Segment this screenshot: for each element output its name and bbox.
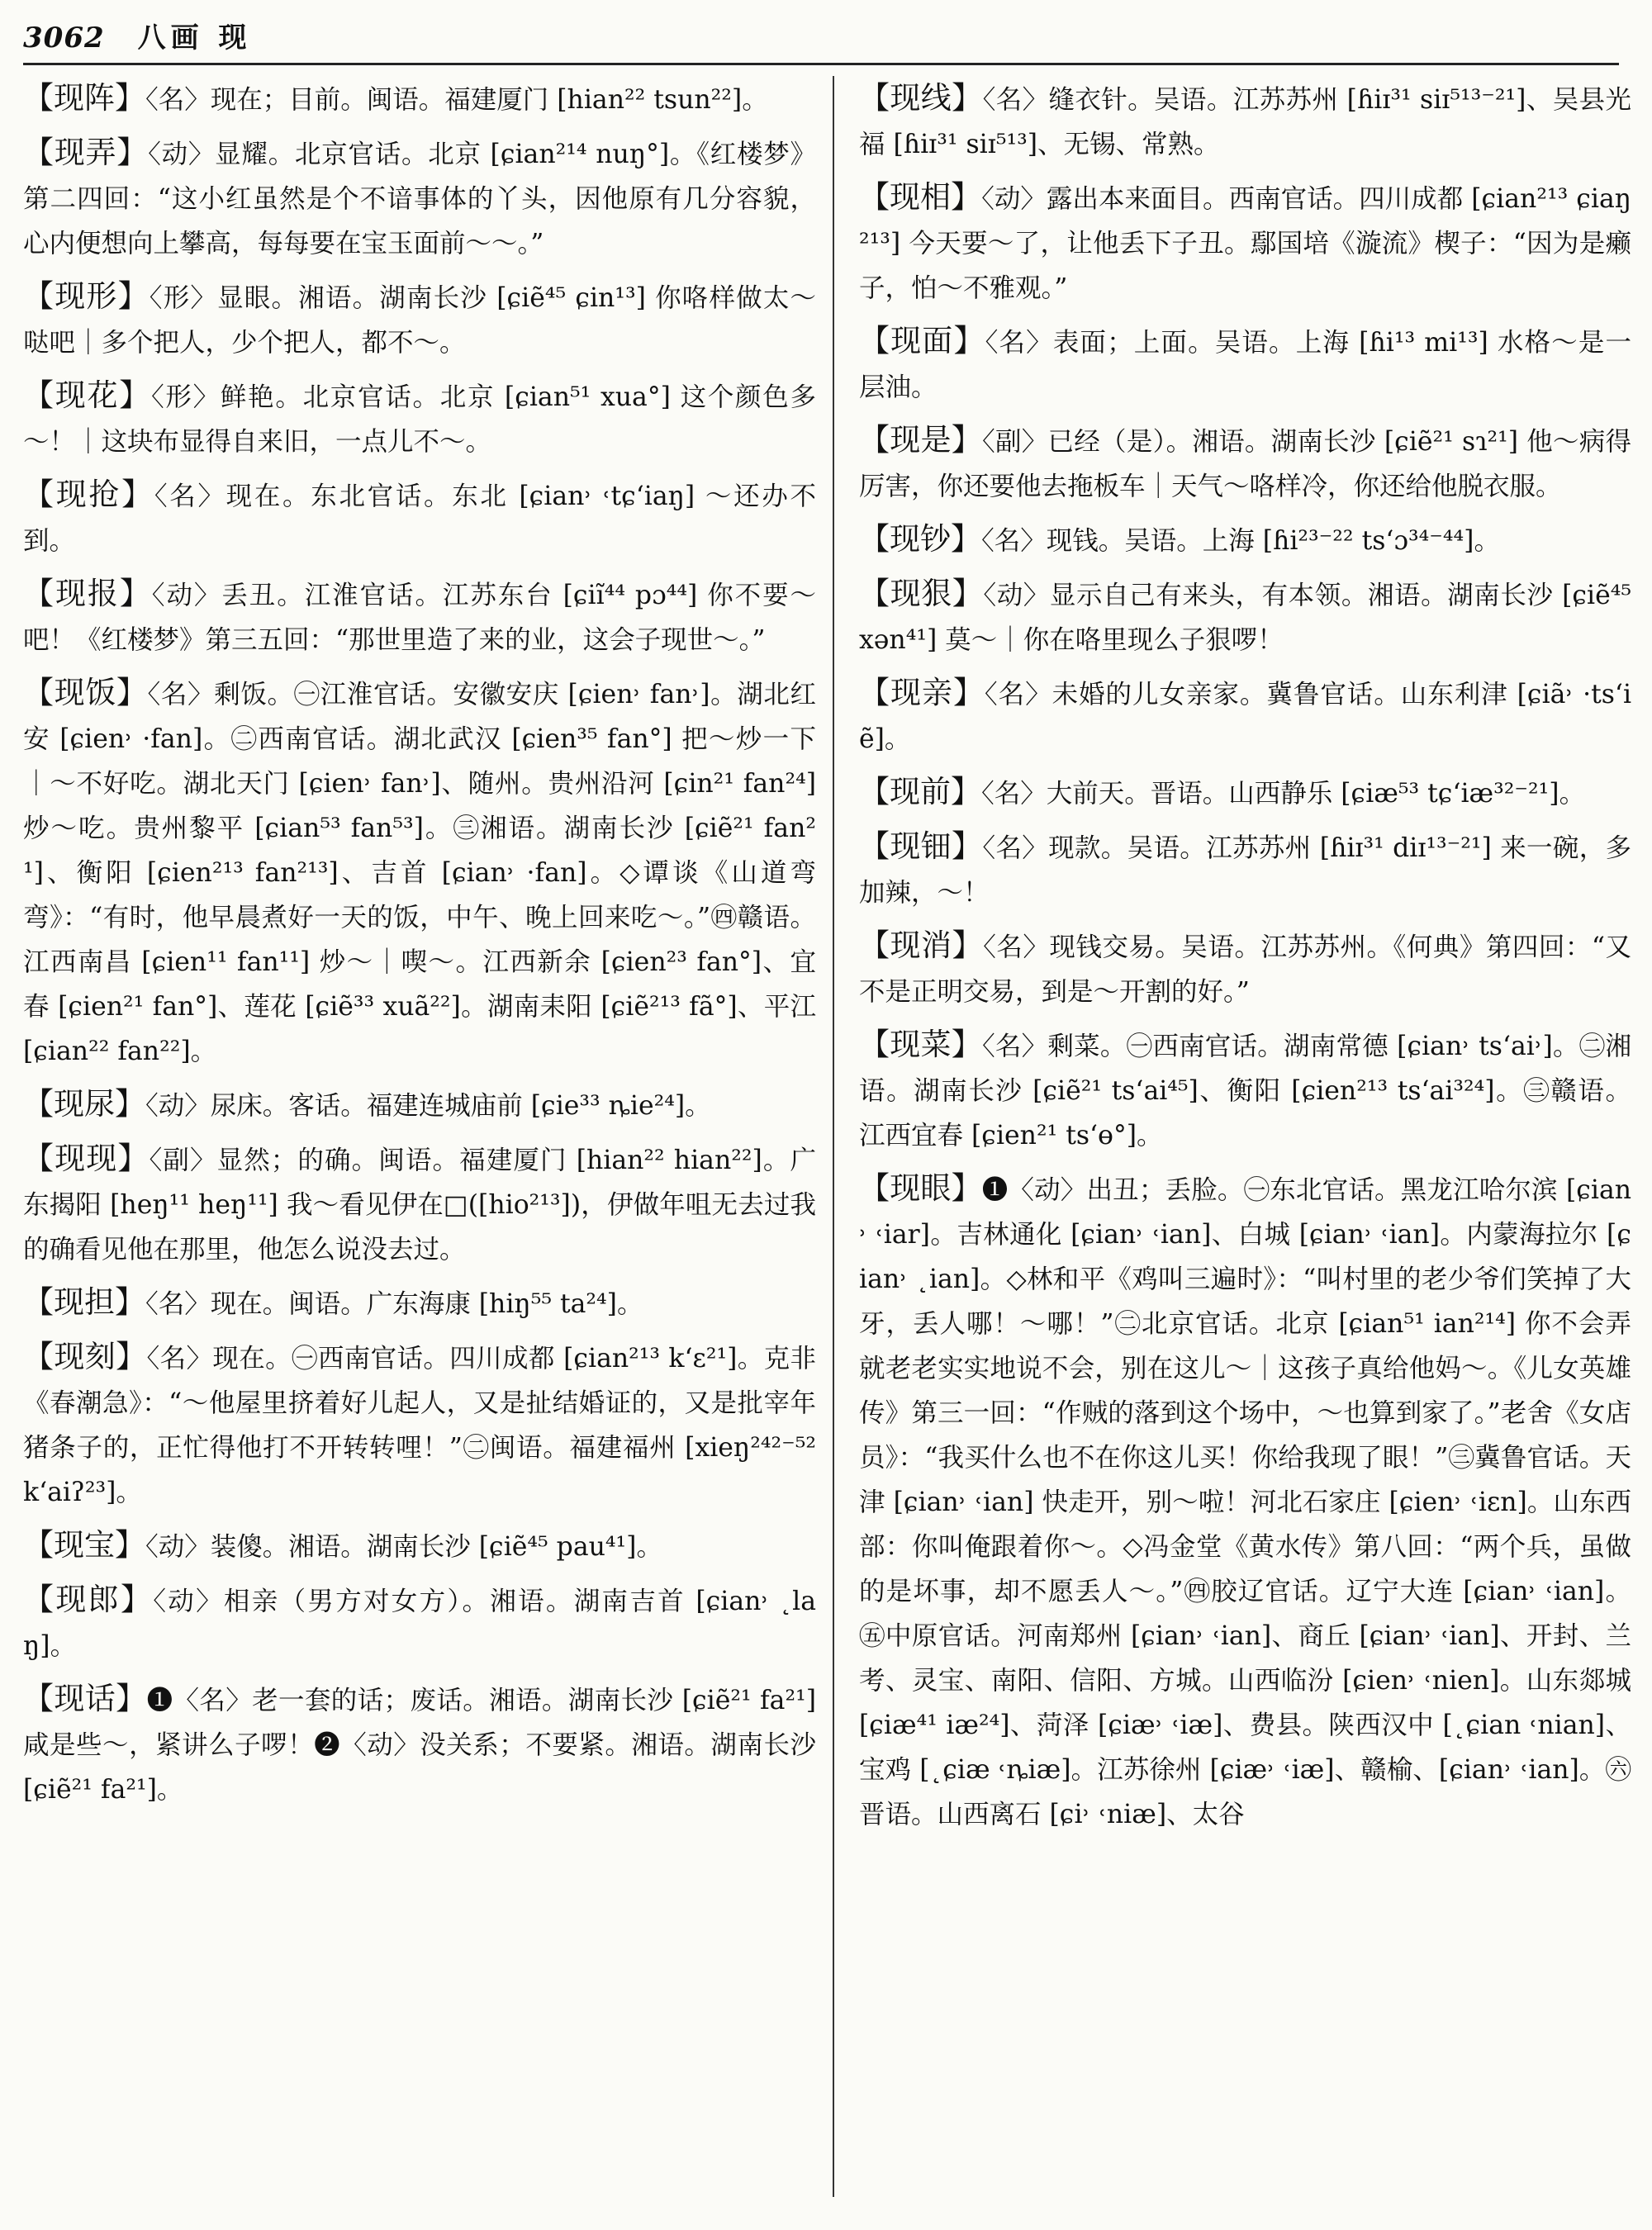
column-divider <box>833 76 834 2197</box>
dictionary-entry <box>23 130 816 266</box>
entry-definition: 〈名〉未婚的儿女亲家。冀鲁官话。山东利津 [ɕiã˒ ·tsʻiẽ]。 <box>859 680 1631 754</box>
entry-headword: 现狠 <box>890 576 952 611</box>
entry-definition: 〈副〉已经（是）。湘语。湖南长沙 [ɕiẽ²¹ sɿ²¹] 他～病得厉害，你还要他去拖板车｜天气～咯样冷，你还给他脱衣服。 <box>859 427 1631 501</box>
headword-bracket-open: 【 <box>23 135 55 170</box>
header-rule <box>23 63 1619 65</box>
headword-bracket-open: 【 <box>23 1284 54 1320</box>
entry-headword: 现眼 <box>890 1170 952 1206</box>
headword-bracket-open: 【 <box>859 179 890 215</box>
entry-definition: 〈名〉缝衣针。吴语。江苏苏州 [ɦiɪ³¹ siɪ⁵¹³⁻²¹]、吴县光福 [ɦiɪ³¹ siɪ⁵¹³]、无锡、常熟。 <box>859 85 1631 159</box>
page-number: 3062 <box>23 21 105 55</box>
entry-definition: 〈动〉露出本来面目。西南官话。四川成都 [ɕian²¹³ ɕiaŋ²¹³] 今天要～了，让他丢下子丑。鄢国培《漩流》楔子：“因为是癞子，怕～不雅观。” <box>859 184 1631 303</box>
entry-definition: 〈名〉现钱交易。吴语。江苏苏州。《何典》第四回：“又不是正明交易，到是～开割的好。” <box>859 932 1631 1007</box>
headword-bracket-open: 【 <box>859 675 890 710</box>
headword-bracket-close: 】 <box>951 1027 982 1062</box>
entry-definition: 〈动〉显示自己有来头，有本领。湘语。湖南长沙 [ɕiẽ⁴⁵ xən⁴¹] 莫～｜你在咯里现么子狠啰！ <box>859 581 1631 655</box>
headword-bracket-open: 【 <box>859 1027 890 1062</box>
dictionary-entry <box>23 1136 816 1272</box>
headword-bracket-close: 】 <box>951 521 981 557</box>
dictionary-entry <box>23 373 816 464</box>
entry-definition: 〈动〉显耀。北京官话。北京 [ɕian²¹⁴ nuŋ°]。《红楼梦》第二四回：“这小红虽然是个不谙事体的丫头，因他原有几分容貌，心内便想向上攀高，每每要在宝玉面前～～。” <box>23 140 816 259</box>
dictionary-entry <box>23 1280 816 1326</box>
entry-definition: 〈动〉丢丑。江淮官话。江苏东台 [ɕiĩ⁴⁴ pɔ⁴⁴] 你不要～吧！《红楼梦》第三五回：“那世里造了来的业，这会子现世～。” <box>23 581 816 655</box>
headword-bracket-close: 】 <box>952 675 985 710</box>
left-column <box>23 76 816 2205</box>
headword-bracket-open: 【 <box>859 323 891 358</box>
entry-headword: 现尿 <box>54 1086 115 1122</box>
headword-bracket-open: 【 <box>23 477 56 512</box>
entry-headword: 现前 <box>890 774 951 809</box>
headword-bracket-close: 】 <box>116 1681 147 1716</box>
headword-bracket-close: 】 <box>952 576 984 611</box>
entry-headword: 现话 <box>54 1681 116 1716</box>
headword-bracket-open: 【 <box>859 1170 890 1206</box>
headword-bracket-close: 】 <box>119 377 151 413</box>
entry-headword: 现担 <box>54 1284 115 1320</box>
entry-headword: 现相 <box>890 179 952 215</box>
entry-definition: 〈副〉显然；的确。闽语。福建厦门 [hian²² hian²²]。广东揭阳 [heŋ¹¹ heŋ¹¹] 我～看见伊在□([hio²¹³])，伊做年咀无去过我的确看见他在那里，他怎么说没去过。 <box>23 1146 816 1264</box>
entry-headword: 现阵 <box>54 80 115 116</box>
entry-definition: 〈名〉现钱。吴语。上海 [ɦi²³⁻²² tsʻɔ³⁴⁻⁴⁴]。 <box>981 526 1500 556</box>
entry-headword: 现钿 <box>890 828 952 864</box>
entry-definition: 〈形〉显眼。湘语。湖南长沙 [ɕiẽ⁴⁵ ɕin¹³] 你咯样做太～哒吧｜多个把人，少个把人，都不～。 <box>23 283 816 358</box>
headword-bracket-open: 【 <box>23 1582 56 1617</box>
dictionary-entry <box>23 671 816 1074</box>
right-column <box>859 76 1631 2205</box>
headword-bracket-open: 【 <box>23 1681 55 1716</box>
entry-headword: 现报 <box>55 576 120 611</box>
entry-headword: 现宝 <box>54 1527 115 1563</box>
headword-bracket-open: 【 <box>859 576 890 611</box>
dictionary-entry <box>859 824 1631 915</box>
dictionary-entry <box>23 1578 816 1668</box>
entry-headword: 现是 <box>890 422 952 458</box>
headword-bracket-open: 【 <box>859 828 890 864</box>
headword-bracket-open: 【 <box>23 377 55 413</box>
headword-bracket-close: 】 <box>115 1086 145 1122</box>
headword-bracket-open: 【 <box>859 928 890 963</box>
entry-definition: 〈动〉尿床。客话。福建连城庙前 [ɕie³³ ȵie²⁴]。 <box>145 1091 711 1121</box>
headword-bracket-close: 】 <box>120 1582 154 1617</box>
headword-bracket-close: 】 <box>117 278 150 314</box>
dictionary-entry <box>23 1082 816 1128</box>
headword-bracket-close: 】 <box>116 1339 147 1374</box>
entry-definition: 〈名〉剩菜。㊀西南官话。湖南常德 [ɕian˒ tsʻai˒]。㊁湘语。湖南长沙 [ɕiẽ²¹ tsʻai⁴⁵]、衡阳 [ɕien²¹³ tsʻai³²⁴]。㊂赣语。江西宜春 [ɕien²¹ tsʻɵ°]。 <box>859 1032 1631 1151</box>
entry-headword: 现面 <box>890 323 954 358</box>
headword-bracket-close: 】 <box>121 477 154 512</box>
entry-definition: 〈名〉大前天。晋语。山西静乐 [ɕiæ⁵³ tɕʻiæ³²⁻²¹]。 <box>981 779 1586 809</box>
entry-definition: 〈名〉表面；上面。吴语。上海 [ɦi¹³ mi¹³] 水格～是一层油。 <box>859 328 1631 402</box>
entry-headword: 现形 <box>55 278 118 314</box>
dictionary-entry <box>859 175 1631 311</box>
headword-bracket-close: 】 <box>115 1284 145 1320</box>
entry-definition: 〈名〉现在；目前。闽语。福建厦门 [hian²² tsun²²]。 <box>145 85 768 115</box>
entry-definition: 〈形〉鲜艳。北京官话。北京 [ɕian⁵¹ xua°] 这个颜色多～！｜这块布显得自来旧，一点儿不～。 <box>23 382 816 457</box>
entry-headword: 现菜 <box>890 1027 952 1062</box>
entry-definition: 〈名〉现在。东北官话。东北 [ɕian˒ ˓tɕʻiaŋ] ～还办不到。 <box>23 482 816 556</box>
entry-headword: 现消 <box>890 928 952 963</box>
entry-headword: 现郎 <box>55 1582 121 1617</box>
headword-bracket-open: 【 <box>23 675 55 710</box>
entry-headword: 现刻 <box>54 1339 116 1374</box>
dictionary-entry <box>859 1166 1631 1837</box>
entry-definition: 〈动〉装傻。湘语。湖南长沙 [ɕiẽ⁴⁵ pau⁴¹]。 <box>145 1532 662 1562</box>
headword-bracket-close: 】 <box>115 80 145 116</box>
headword-bracket-close: 】 <box>953 323 985 358</box>
dictionary-entry <box>23 274 816 365</box>
headword-bracket-open: 【 <box>23 1339 55 1374</box>
dictionary-entry <box>859 517 1631 563</box>
dictionary-entry <box>859 923 1631 1014</box>
entry-headword: 现饭 <box>54 675 116 710</box>
headword-bracket-close: 】 <box>951 774 981 809</box>
entry-headword: 现抢 <box>55 477 122 512</box>
headword-bracket-close: 】 <box>119 576 152 611</box>
dictionary-entry <box>23 572 816 662</box>
dictionary-entry <box>23 472 816 563</box>
dictionary-entry <box>23 1677 816 1812</box>
dictionary-entry <box>859 1022 1631 1158</box>
headword-bracket-close: 】 <box>117 1141 150 1176</box>
entry-headword: 现亲 <box>890 675 953 710</box>
entry-definition: 〈名〉现款。吴语。江苏苏州 [ɦiɪ³¹ diɪ¹³⁻²¹] 来一碗，多加辣，～！ <box>859 833 1631 908</box>
entry-headword: 现花 <box>55 377 120 413</box>
headword-bracket-close: 】 <box>952 828 983 864</box>
entry-headword: 现钞 <box>890 521 951 557</box>
dictionary-entry <box>859 76 1631 167</box>
entry-headword: 现弄 <box>54 135 117 170</box>
entry-definition: ❶〈动〉出丑；丢脸。㊀东北官话。黑龙江哈尔滨 [ɕian˒ ˓iar]。吉林通化 [ɕian˒ ˓ian]、白城 [ɕian˒ ˓ian]。内蒙海拉尔 [ɕian˒ ˛ian]。◇林和平《鸡叫三遍时》：“叫村里的老少爷们笑掉了大牙，丢人哪！～哪！”㊁北京官话。北京 [ɕian⁵¹ ian²¹⁴] 你不会弄就老老实实地说不会，别在这儿～｜这孩子真给他妈～。《儿女英雄传》第三一回：“作贼的落到这个场中，～也算到家了。”老舍《女店员》：“我买什么也不在你这儿买！你给我现了眼！”㊂冀鲁官话。天津 [ɕian˒ ˓ian] 快走开，别～啦！河北石家庄 [ɕien˒ ˓iɛn]。山东西部：你叫俺跟着你～。◇冯金堂《黄水传》第八回：“两个兵，虽做的是坏事，却不愿丢人～。”㊃胶辽官话。辽宁大连 [ɕian˒ ˓ian]。㊄中原官话。河南郑州 [ɕian˒ ˓ian]、商丘 [ɕian˒ ˓ian]、开封、兰考、灵宝、南阳、信阳、方城。山西临汾 [ɕien˒ ˓nien]。山东郯城 [ɕiæ⁴¹ iæ²⁴]、菏泽 [ɕiæ˒ ˓iæ]、费县。陕西汉中 [˛ɕian ˓nian]、宝鸡 [˛ɕiæ ˓ȵiæ]。江苏徐州 [ɕiæ˒ ˓iæ]、赣榆、[ɕian˒ ˓ian]。㊅晋语。山西离石 [ɕi˒ ˓niæ]、太谷 <box>859 1175 1631 1829</box>
headword-bracket-close: 】 <box>116 675 148 710</box>
entry-definition: 〈名〉现在。闽语。广东海康 [hiŋ⁵⁵ ta²⁴]。 <box>145 1289 643 1319</box>
headword-bracket-open: 【 <box>23 1086 54 1122</box>
entry-headword: 现现 <box>55 1141 118 1176</box>
headword-bracket-open: 【 <box>23 576 55 611</box>
headword-bracket-open: 【 <box>859 80 890 116</box>
running-head <box>23 15 1619 58</box>
entry-definition: 〈名〉现在。㊀西南官话。四川成都 [ɕian²¹³ kʻɛ²¹]。克非《春潮急》：“～他屋里挤着好儿起人，又是扯结婚证的，又是批宰年猪条子的，正忙得他打不开转转哩！”㊁闽语。福建福州 [xieŋ²⁴²⁻⁵² kʻaiʔ²³]。 <box>23 1344 816 1507</box>
headword-bracket-close: 】 <box>116 135 149 170</box>
headword-bracket-close: 】 <box>951 1170 982 1206</box>
entry-definition: ❶〈名〉老一套的话；废话。湘语。湖南长沙 [ɕiẽ²¹ fa²¹] 咸是些～，紧讲么子啰！❷〈动〉没关系；不要紧。湘语。湖南长沙 [ɕiẽ²¹ fa²¹]。 <box>23 1686 816 1805</box>
dictionary-entry <box>23 76 816 122</box>
dictionary-entry <box>23 1335 816 1515</box>
headword-bracket-close: 】 <box>115 1527 145 1563</box>
entry-definition: 〈名〉剩饭。㊀江淮官话。安徽安庆 [ɕien˒ fan˒]。湖北红安 [ɕien˒ ·fan]。㊁西南官话。湖北武汉 [ɕien³⁵ fan°] 把～炒一下｜～不好吃。湖北天门 [ɕien˒ fan˒]、随州。贵州沿河 [ɕin²¹ fan²⁴] 炒～吃。贵州黎平 [ɕian⁵³ fan⁵³]。㊂湘语。湖南长沙 [ɕiẽ²¹ fan²¹]、衡阳 [ɕien²¹³ fan²¹³]、吉首 [ɕian˒ ·fan]。◇谭谈《山道弯弯》：“有时，他早晨煮好一天的饭，中午、晚上回来吃～。”㊃赣语。江西南昌 [ɕien¹¹ fan¹¹] 炒～｜喫～。江西新余 [ɕien²³ fan°]、宜春 [ɕien²¹ fan°]、莲花 [ɕiẽ³³ xuã²²]。湖南耒阳 [ɕiẽ²¹³ fã°]、平江 [ɕian²² fan²²]。 <box>23 680 816 1066</box>
headword-bracket-close: 】 <box>952 928 984 963</box>
entry-headword: 现线 <box>890 80 952 116</box>
headword-bracket-open: 【 <box>859 521 890 557</box>
dictionary-entry <box>859 319 1631 410</box>
headword-bracket-open: 【 <box>23 1527 54 1563</box>
headword-bracket-open: 【 <box>23 278 55 314</box>
dictionary-entry <box>859 671 1631 762</box>
headword-bracket-close: 】 <box>951 422 983 458</box>
dictionary-entry <box>859 572 1631 662</box>
dictionary-entry <box>859 418 1631 509</box>
section-title: 八画 现 <box>137 21 252 55</box>
dictionary-entry <box>23 1523 816 1569</box>
headword-bracket-close: 】 <box>952 80 983 116</box>
headword-bracket-close: 】 <box>951 179 982 215</box>
dictionary-entry <box>859 770 1631 816</box>
headword-bracket-open: 【 <box>23 1141 55 1176</box>
headword-bracket-open: 【 <box>859 774 890 809</box>
entry-definition: 〈动〉相亲（男方对女方）。湘语。湖南吉首 [ɕian˒ ˛laŋ]。 <box>23 1587 816 1661</box>
headword-bracket-open: 【 <box>859 422 890 458</box>
headword-bracket-open: 【 <box>23 80 54 116</box>
